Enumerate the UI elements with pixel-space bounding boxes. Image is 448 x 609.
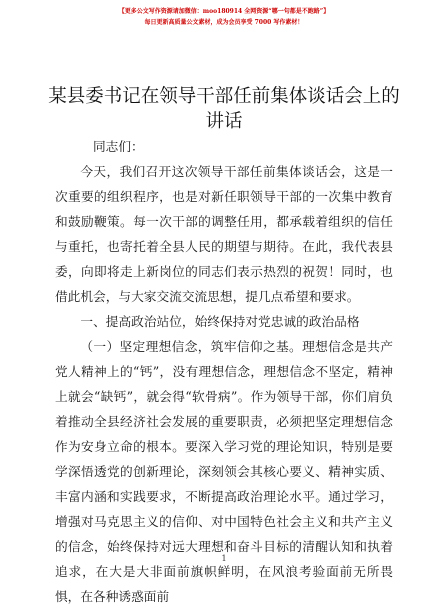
document-title: 某县委书记在领导干部任前集体谈话会上的讲话 [48, 86, 400, 132]
salutation: 同志们： [93, 139, 144, 154]
paragraph-ideals: （一）坚定理想信念，筑牢信仰之基。理想信念是共产党人精神上的“钙”，没有理想信念，理想信念不坚定，精神上就会“缺钙”，就会得“软骨病”。作为领导干部，你们肩负着推动全县经济社会发展的重要职责，必须把坚定理想信念作为安身立命的根本。要深入学习党的理论知识，特别是要学深悟透党的创新理论，深刻领会其核心要义、精神实质、丰富内涵和实践要求，不断提高政治理论水平。通过学习，增强对马克思主义的信仰、对中国特色社会主义和共产主义的信念，始终保持对远大理想和奋斗目标的清醒认知和执着追求，在大是大非面前旗帜鲜明，在风浪考验面前无所畏惧，在各种诱惑面前 [55, 339, 393, 604]
section-heading: 一、提高政治站位，始终保持对党忠诚的政治品格 [80, 314, 360, 329]
document-body [55, 134, 393, 609]
page-number: 1 [221, 554, 227, 563]
promo-line-1: 【更多公文写作资源请加微信：moo180914 全网资源“哪一句都是不跑路”】 [118, 8, 330, 15]
paragraph-intro: 今天，我们召开这次领导干部任前集体谈话会，这是一次重要的组织程序，也是对新任职领导干部的一次集中教育和鼓励鞭策。每一次干部的调整任用，都承载着组织的信任与重托，也寄托着全县人民的期望与期待。在此，我代表县委，向即将走上新岗位的同志们表示热烈的祝贺！同时，也借此机会，与大家交流交流思想，提几点希望和要求。 [55, 164, 393, 304]
promo-banner [0, 6, 448, 28]
promo-line-2: 每日更新高质量公文素材，成为会员享受 7000 写作素材！ [144, 19, 304, 26]
